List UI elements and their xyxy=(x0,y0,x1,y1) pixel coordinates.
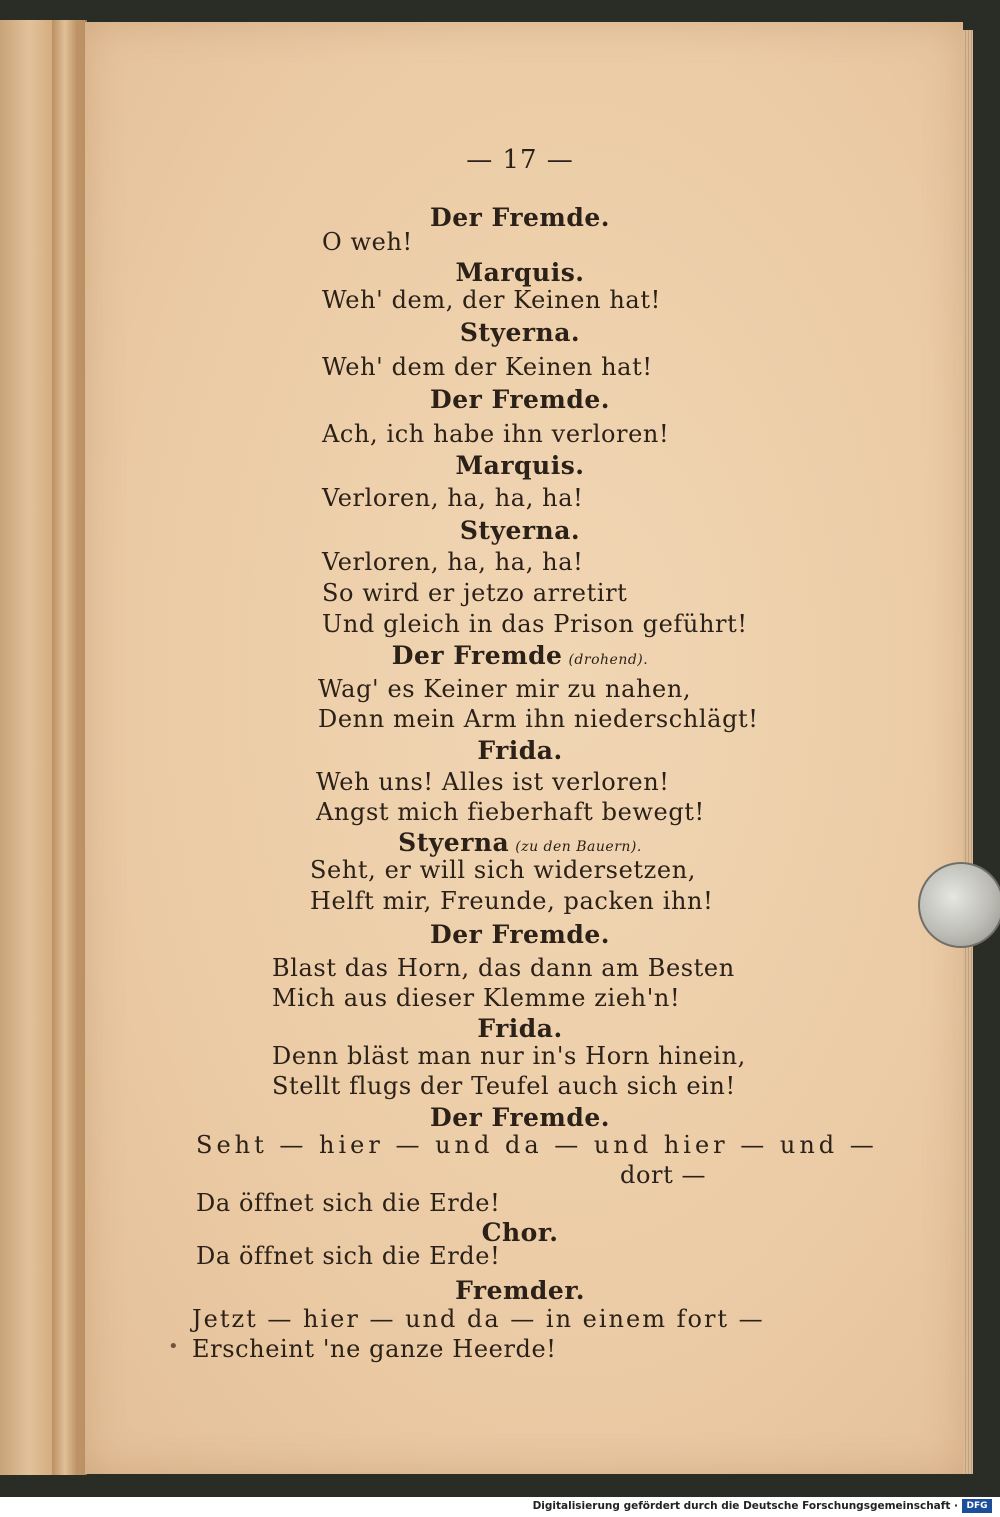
speaker-heading: Der Fremde. xyxy=(430,385,610,414)
speaker-heading: Frida. xyxy=(477,1014,563,1043)
speaker-heading: Frida. xyxy=(477,736,563,765)
verse-line: Verloren, ha, ha, ha! xyxy=(322,484,584,512)
verse-line: Angst mich fieberhaft bewegt! xyxy=(316,798,705,826)
verse-line: Ach, ich habe ihn verloren! xyxy=(322,420,670,448)
verse-line: Weh uns! Alles ist verloren! xyxy=(316,768,670,796)
verse-line: Mich aus dieser Klemme zieh'n! xyxy=(272,984,681,1012)
verse-line: Weh' dem, der Keinen hat! xyxy=(322,286,661,314)
verse-line: Denn bläst man nur in's Horn hinein, xyxy=(272,1042,746,1070)
verse-line: Weh' dem der Keinen hat! xyxy=(322,353,653,381)
verse-line: Wag' es Keiner mir zu nahen, xyxy=(318,675,692,703)
verse-line: Verloren, ha, ha, ha! xyxy=(322,548,584,576)
verse-line: Seht — hier — und da — und hier — und — xyxy=(196,1131,878,1159)
speaker-heading: Styerna. xyxy=(459,318,581,347)
speaker-heading: Marquis. xyxy=(455,258,585,287)
verse-line: Denn mein Arm ihn niederschlägt! xyxy=(318,705,759,733)
page-number: — 17 — xyxy=(466,145,574,175)
verse-line: Da öffnet sich die Erde! xyxy=(196,1242,501,1270)
verse-line: Stellt flugs der Teufel auch sich ein! xyxy=(272,1072,736,1100)
speaker-heading: Marquis. xyxy=(455,451,585,480)
speaker-heading: Styerna. xyxy=(459,516,581,545)
verse-line: dort — xyxy=(620,1161,707,1189)
speaker-heading: Der Fremde (drohend). xyxy=(391,641,649,670)
speaker-heading: Der Fremde. xyxy=(430,203,610,232)
verse-line: Helft mir, Freunde, packen ihn! xyxy=(310,887,714,915)
verse-line: So wird er jetzo arretirt xyxy=(322,579,628,607)
dfg-logo: DFG xyxy=(962,1499,992,1513)
verse-line: Und gleich in das Prison geführt! xyxy=(322,610,748,638)
margin-mark: • xyxy=(168,1336,179,1357)
speaker-heading: Chor. xyxy=(481,1218,559,1247)
footer-credit: Digitalisierung gefördert durch die Deutsche Forschungsgemeinschaft · xyxy=(532,1500,958,1512)
speaker-heading: Fremder. xyxy=(455,1276,585,1305)
verse-line: O weh! xyxy=(322,228,413,256)
verse-line: Erscheint 'ne ganze Heerde! xyxy=(192,1335,557,1363)
speaker-heading: Der Fremde. xyxy=(430,1103,610,1132)
speaker-heading: Der Fremde. xyxy=(430,920,610,949)
verse-line: Seht, er will sich widersetzen, xyxy=(310,856,696,884)
verse-line: Blast das Horn, das dann am Besten xyxy=(272,954,735,982)
verse-line: Da öffnet sich die Erde! xyxy=(196,1189,501,1217)
verse-line: Jetzt — hier — und da — in einem fort — xyxy=(192,1305,765,1333)
speaker-heading: Styerna (zu den Bauern). xyxy=(398,828,642,857)
